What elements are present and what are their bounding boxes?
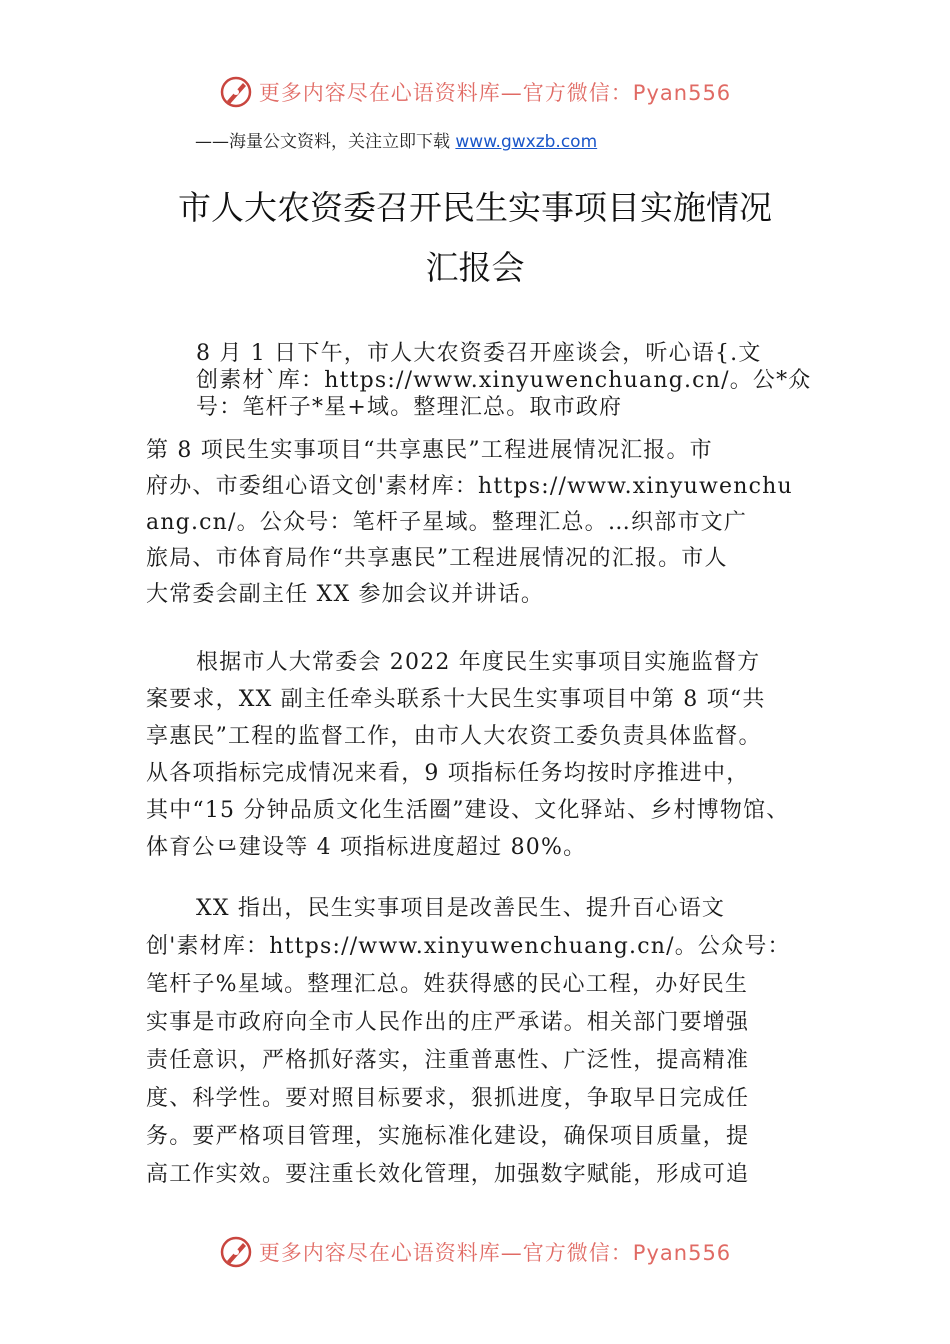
paragraph-2 (146, 644, 816, 866)
paragraph-line: 享惠民”工程的监督工作，由市人大农资工委负责具体监督。 (146, 724, 762, 749)
paragraph-line: 体育公⺋建设等 4 项指标进度超过 80%。 (146, 835, 587, 860)
paragraph-line: 高工作实效。要注重长效化管理，加强数字赋能，形成可追 (146, 1162, 750, 1187)
subline-text: ——海量公文资料，关注立即下载 (195, 132, 456, 152)
footer-banner (0, 1232, 950, 1272)
document-title-line-1: 市人大农资委召开民生实事项目实施情况 (178, 188, 772, 227)
paragraph-line: 大常委会副主任 XX 参加会议并讲话。 (146, 582, 545, 607)
paragraph-line: 责任意识，严格抓好落实，注重普惠性、广泛性，提高精准 (146, 1048, 750, 1073)
paragraph-line: 笔杆子%星域。整理汇总。姓获得感的民心工程，办好民生 (146, 972, 749, 997)
subline (195, 127, 597, 152)
paragraph-line: 务。要严格项目管理，实施标准化建设，确保项目质量，提 (146, 1124, 750, 1149)
paragraph-line: 其中“15 分钟品质文化生活圈”建设、文化驿站、乡村博物馆、 (146, 798, 790, 823)
paragraph-line: 度、科学性。要对照目标要求，狠抓进度，争取早日完成任 (146, 1086, 750, 1111)
paragraph-line: 案要求，XX 副主任牵头联系十大民生实事项目中第 8 项“共 (146, 687, 766, 712)
header-banner-text: 更多内容尽在心语资料库—官方微信：Pyan556 (258, 81, 732, 105)
paragraph-line: XX 指出，民生实事项目是改善民生、提升百心语文 (196, 896, 726, 921)
paragraph-3 (146, 890, 816, 1194)
paragraph-line: 号：笔杆子*星+域。整理汇总。取市政府 (196, 395, 623, 420)
paragraph-line: ang.cn/。公众号：笔杆子星域。整理汇总。…织部市文广 (146, 510, 748, 535)
header-banner (0, 72, 950, 112)
paragraph-1 (146, 340, 816, 613)
paragraph-line: 8 月 1 日下午，市人大农资委召开座谈会，听心语{.文 (196, 341, 762, 366)
pen-logo-icon (219, 75, 253, 109)
paragraph-line: 府办、市委组心语文创'素材库：https://www.xinyuwenchu (146, 474, 793, 499)
download-link[interactable]: www.gwxzb.com (455, 132, 598, 152)
paragraph-line: 实事是市政府向全市人民作出的庄严承诺。相关部门要增强 (146, 1010, 750, 1035)
document-title-line-2: 汇报会 (425, 248, 525, 287)
footer-banner-text: 更多内容尽在心语资料库—官方微信：Pyan556 (258, 1241, 732, 1265)
paragraph-line: 第 8 项民生实事项目“共享惠民”工程进展情况汇报。市 (146, 438, 713, 463)
paragraph-line: 创素材`库：https://www.xinyuwenchuang.cn/。公*众 (196, 368, 812, 393)
paragraph-line: 根据市人大常委会 2022 年度民生实事项目实施监督方 (196, 650, 761, 675)
paragraph-line: 旅局、市体育局作“共享惠民”工程进展情况的汇报。市人 (146, 546, 728, 571)
pen-logo-icon (219, 1235, 253, 1269)
paragraph-line: 创'素材库：https://www.xinyuwenchuang.cn/。公众号： (146, 934, 791, 959)
paragraph-line: 从各项指标完成情况来看，9 项指标任务均按时序推进中， (146, 761, 750, 786)
